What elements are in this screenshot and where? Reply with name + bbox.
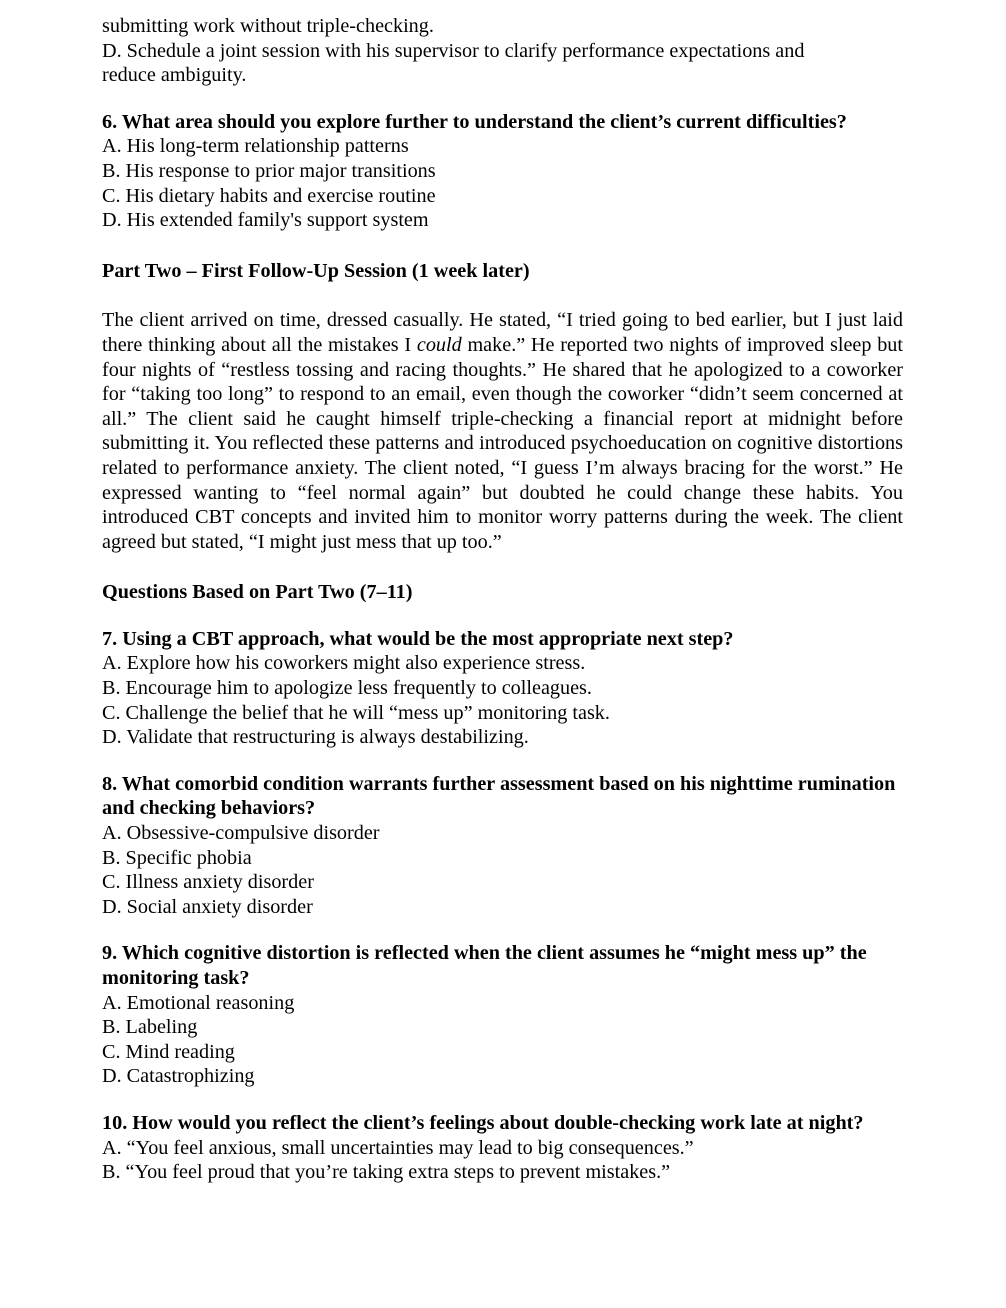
- question-8-option-d[interactable]: D. Social anxiety disorder: [102, 895, 313, 918]
- question-7-stem: 7. Using a CBT approach, what would be the most appropriate next step?: [102, 627, 734, 650]
- question-6-stem: 6. What area should you explore further to understand the client’s current difficulties?: [102, 110, 847, 133]
- question-8-block: [102, 772, 903, 920]
- question-7-option-c[interactable]: C. Challenge the belief that he will “mess up” monitoring task.: [102, 701, 610, 724]
- narrative-segment-2: make.” He reported two nights of improved sleep but four nights of “restless tossing and racing thoughts.” He shared that he apologized to a coworker for “taking too long” to respond to an email, even though the coworker “didn’t seem concerned at all.” The client said he caught himself triple-checking a financial report at midnight before submitting it. You reflected these patterns and introduced psychoeducation on cognitive distortions related to performance anxiety. The client noted, “I guess I’m always bracing for the worst.” He expressed wanting to “feel normal again” but doubted he could change these habits. You introduced CBT concepts and invited him to monitor worry patterns during the week. The client agreed but stated, “I might just mess that up too.”: [102, 333, 903, 553]
- part-two-heading-block: [102, 259, 903, 284]
- question-6-option-d[interactable]: D. His extended family's support system: [102, 209, 429, 232]
- question-10-option-b[interactable]: B. “You feel proud that you’re taking extra steps to prevent mistakes.”: [102, 1161, 671, 1184]
- question-7-option-a[interactable]: A. Explore how his coworkers might also experience stress.: [102, 652, 586, 675]
- question-7-option-b[interactable]: B. Encourage him to apologize less frequently to colleagues.: [102, 677, 592, 700]
- question-9-option-b[interactable]: B. Labeling: [102, 1016, 198, 1039]
- question-10-option-a[interactable]: A. “You feel anxious, small uncertainties may lead to big consequences.”: [102, 1136, 694, 1159]
- question-9-option-d[interactable]: D. Catastrophizing: [102, 1065, 255, 1088]
- question-9-block: [102, 941, 903, 1089]
- narrative-segment-1: The client arrived on time, dressed casually. He stated, “I tried going to bed earlier, but I just laid there thinking about all the mistakes I: [102, 309, 903, 356]
- carryover-text-block: [102, 14, 903, 88]
- question-6-option-c[interactable]: C. His dietary habits and exercise routine: [102, 184, 436, 207]
- carryover-line-3: reduce ambiguity.: [102, 64, 247, 87]
- question-8-stem: 8. What comorbid condition warrants further assessment based on his nighttime rumination and checking behaviors?: [102, 772, 896, 820]
- carryover-line-2: D. Schedule a joint session with his supervisor to clarify performance expectations and: [102, 39, 805, 62]
- question-6-option-b[interactable]: B. His response to prior major transitions: [102, 159, 436, 182]
- question-10-block: [102, 1111, 903, 1185]
- question-7-block: [102, 627, 903, 750]
- question-6-option-a[interactable]: A. His long-term relationship patterns: [102, 135, 409, 158]
- questions-part-two-heading: Questions Based on Part Two (7–11): [102, 581, 413, 604]
- narrative-italic-could: could: [416, 333, 462, 356]
- question-6-block: [102, 110, 903, 233]
- question-10-stem: 10. How would you reflect the client’s feelings about double-checking work late at night?: [102, 1111, 864, 1134]
- carryover-line-1: submitting work without triple-checking.: [102, 15, 434, 37]
- question-9-stem: 9. Which cognitive distortion is reflected when the client assumes he “might mess up” the monitoring task?: [102, 942, 867, 989]
- question-8-option-c[interactable]: C. Illness anxiety disorder: [102, 871, 314, 894]
- questions-part-two-heading-block: [102, 580, 903, 605]
- question-7-option-d[interactable]: D. Validate that restructuring is always destabilizing.: [102, 726, 529, 749]
- question-8-option-b[interactable]: B. Specific phobia: [102, 846, 252, 869]
- question-9-option-c[interactable]: C. Mind reading: [102, 1040, 235, 1063]
- part-two-narrative: [102, 308, 903, 554]
- question-9-option-a[interactable]: A. Emotional reasoning: [102, 991, 295, 1014]
- question-8-option-a[interactable]: A. Obsessive-compulsive disorder: [102, 822, 380, 845]
- part-two-heading: Part Two – First Follow-Up Session (1 week later): [102, 259, 530, 282]
